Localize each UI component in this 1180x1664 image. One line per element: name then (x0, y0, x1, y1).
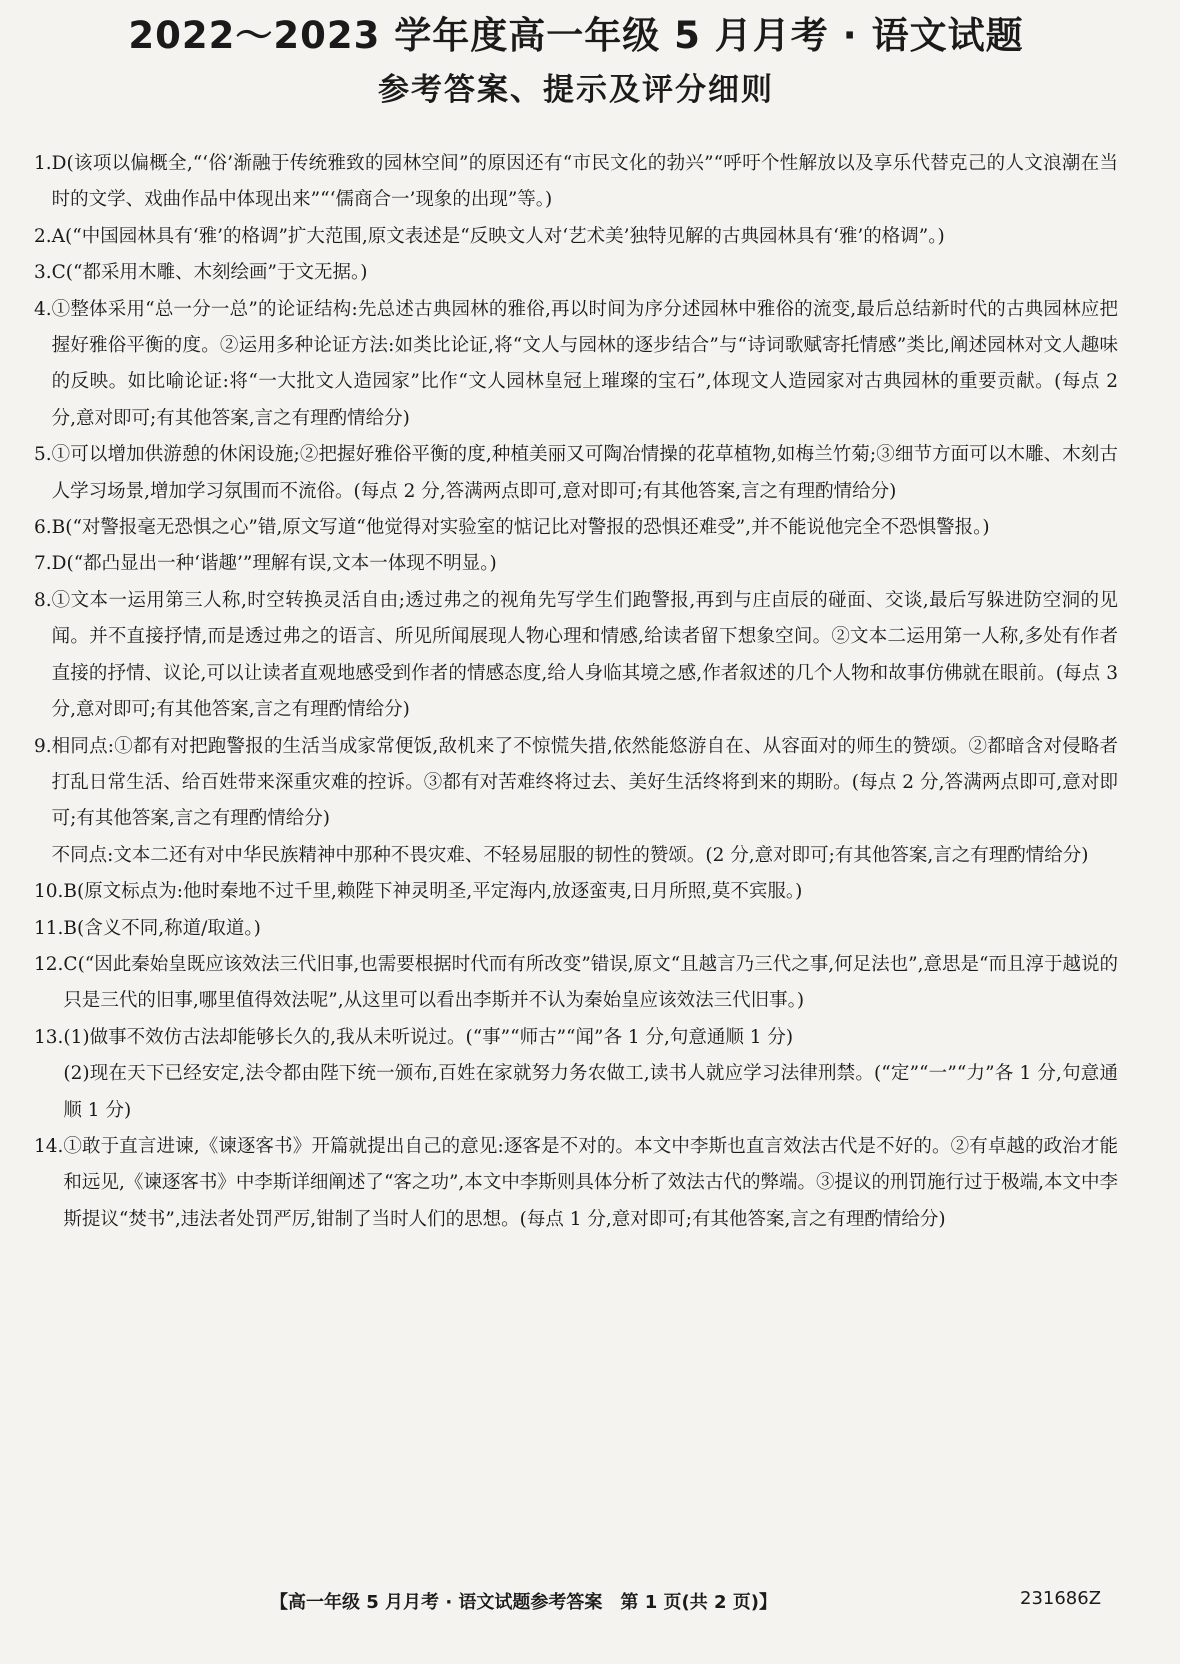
answer-text (52, 292, 1118, 438)
answer-item (34, 911, 1118, 947)
answer-item (34, 146, 1118, 219)
answer-number: 1. (34, 153, 52, 174)
answer-paragraph: C(“因此秦始皇既应该效法三代旧事,也需要根据时代而有所改变”错误,原文“且越言乃三代之事,何足法也”,意思是“而且淳于越说的只是三代的旧事,哪里值得效法呢”,从这里可以看出李斯并不认为秦始皇应该效法三代旧事。) (63, 953, 1118, 1012)
answer-text (52, 255, 1118, 291)
answer-text (63, 1129, 1118, 1238)
answer-item (34, 546, 1118, 582)
answer-number: 3. (34, 262, 52, 284)
answer-paragraph: ①可以增加供游憩的休闲设施;②把握好雅俗平衡的度,种植美丽又可陶冶情操的花草植物,如梅兰竹菊;③细节方面可以木雕、木刻古人学习场景,增加学习氛围而不流俗。(每点 2 分,答满两点即可,意对即可;有其他答案,言之有理酌情给分) (51, 444, 1118, 502)
answer-number: 6. (34, 517, 52, 539)
answer-number: 2. (34, 225, 52, 247)
answer-text (52, 583, 1118, 729)
answer-text (63, 911, 1118, 947)
answer-text (52, 510, 1118, 546)
answer-paragraph: A(“中国园林具有‘雅’的格调”扩大范围,原文表述是“反映文人对‘艺术美’独特见解的古典园林具有‘雅’的格调”。) (51, 225, 945, 247)
answer-number: 10. (34, 881, 64, 903)
answer-text (52, 729, 1118, 875)
answer-number: 12. (34, 953, 64, 975)
answer-paragraph: ①敢于直言进谏,《谏逐客书》开篇就提出自己的意见:逐客是不对的。本文中李斯也直言效法古代是不好的。②有卓越的政治才能和远见,《谏逐客书》中李斯详细阐述了“客之功”,本文中李斯则具体分析了效法古代的弊端。③提议的刑罚施行过于极端,本文中李斯提议“焚书”,违法者处罚严厉,钳制了当时人们的思想。(每点 1 分,意对即可;有其他答案,言之有理酌情给分) (63, 1135, 1118, 1230)
answer-text (52, 219, 1118, 255)
answer-paragraph: ①文本一运用第三人称,时空转换灵活自由;透过弗之的视角先写学生们跑警报,再到与庄卣辰的碰面、交谈,最后写躲进防空洞的见闻。并不直接抒情,而是透过弗之的语言、所见所闻展现人物心理和情感,给读者留下想象空间。②文本二运用第一人称,多处有作者直接的抒情、议论,可以让读者直观地感受到作者的情感态度,给人身临其境之感,作者叙述的几个人物和故事仿佛就在眼前。(每点 3 分,意对即可;有其他答案,言之有理酌情给分) (51, 589, 1118, 721)
answer-item (34, 219, 1118, 255)
answer-number: 11. (34, 917, 64, 939)
answer-list (34, 146, 1118, 1238)
answer-item (34, 1020, 1118, 1129)
footer-doc-code: 231686Z (1020, 1588, 1102, 1609)
answer-paragraph: D(“都凸显出一种‘谐趣’”理解有误,文本一体现不明显。) (51, 553, 497, 575)
answer-paragraph: (2)现在天下已经安定,法令都由陛下统一颁布,百姓在家就努力务农做工,读书人就应学习法律刑禁。(“定”“一”“力”各 1 分,句意通顺 1 分) (63, 1063, 1118, 1121)
footer-page-info: 【高一年级 5 月月考 · 语文试题参考答案 第 1 页(共 2 页)】 (270, 1592, 777, 1613)
answer-item (34, 947, 1118, 1020)
answer-text (52, 437, 1118, 510)
answer-text (63, 947, 1118, 1020)
answer-item (34, 255, 1118, 291)
answer-paragraph: (1)做事不效仿古法却能够长久的,我从未听说过。(“事”“师古”“闻”各 1 分,句意通顺 1 分) (63, 1026, 794, 1048)
answer-item (34, 292, 1118, 438)
answer-item (34, 1129, 1118, 1238)
answer-item (34, 437, 1118, 510)
answer-paragraph: B(含义不同,称道/取道。) (63, 917, 261, 939)
answer-paragraph: 相同点:①都有对把跑警报的生活当成家常便饭,敌机来了不惊慌失措,依然能悠游自在、从容面对的师生的赞颂。②都暗含对侵略者打乱日常生活、给百姓带来深重灾难的控诉。③都有对苦难终将过去、美好生活终将到来的期盼。(每点 2 分,答满两点即可,意对即可;有其他答案,言之有理酌情给分) (51, 735, 1118, 830)
answer-paragraph: C(“都采用木雕、木刻绘画”于文无据。) (51, 262, 368, 284)
answer-item (34, 510, 1118, 546)
answer-text (63, 1020, 1118, 1129)
answer-number: 9. (34, 735, 52, 757)
answer-number: 5. (34, 444, 52, 466)
document-subtitle: 参考答案、提示及评分细则 (378, 72, 774, 108)
answer-item (34, 583, 1118, 729)
answer-paragraph: D(该项以偏概全,“‘俗’渐融于传统雅致的园林空间”的原因还有“市民文化的勃兴”“呼吁个性解放以及享乐代替克己的人文浪潮在当时的文学、戏曲作品中体现出来”“‘儒商合一’现象的出现”等。) (51, 153, 1118, 211)
answer-paragraph: B(原文标点为:他时秦地不过千里,赖陛下神灵明圣,平定海内,放逐蛮夷,日月所照,莫不宾服。) (63, 881, 803, 903)
answer-number: 13. (34, 1026, 64, 1048)
answer-paragraph: B(“对警报毫无恐惧之心”错,原文写道“他觉得对实验室的惦记比对警报的恐惧还难受”,并不能说他完全不恐惧警报。) (51, 517, 990, 539)
answer-text (52, 546, 1118, 582)
answer-item (34, 729, 1118, 875)
answer-paragraph: ①整体采用“总一分一总”的论证结构:先总述古典园林的雅俗,再以时间为序分述园林中雅俗的流变,最后总结新时代的古典园林应把握好雅俗平衡的度。②运用多种论证方法:如类比论证,将“文人与园林的逐步结合”与“诗词歌赋寄托情感”类比,阐述园林对文人趣味的反映。如比喻论证:将“一大批文人造园家”比作“文人园林皇冠上璀璨的宝石”,体现文人造园家对古典园林的重要贡献。(每点 2 分,意对即可;有其他答案,言之有理酌情给分) (51, 298, 1118, 429)
answer-number: 14. (34, 1135, 64, 1157)
answer-item (34, 874, 1118, 910)
answer-number: 4. (34, 298, 52, 320)
answer-number: 8. (34, 589, 52, 611)
answer-text (63, 874, 1118, 910)
answer-paragraph: 不同点:文本二还有对中华民族精神中那种不畏灾难、不轻易屈服的韧性的赞颂。(2 分,意对即可;有其他答案,言之有理酌情给分) (51, 844, 1089, 866)
document-title: 2022～2023 学年度高一年级 5 月月考 · 语文试题 (128, 14, 1024, 57)
answer-number: 7. (34, 553, 52, 575)
answer-text (52, 146, 1118, 219)
